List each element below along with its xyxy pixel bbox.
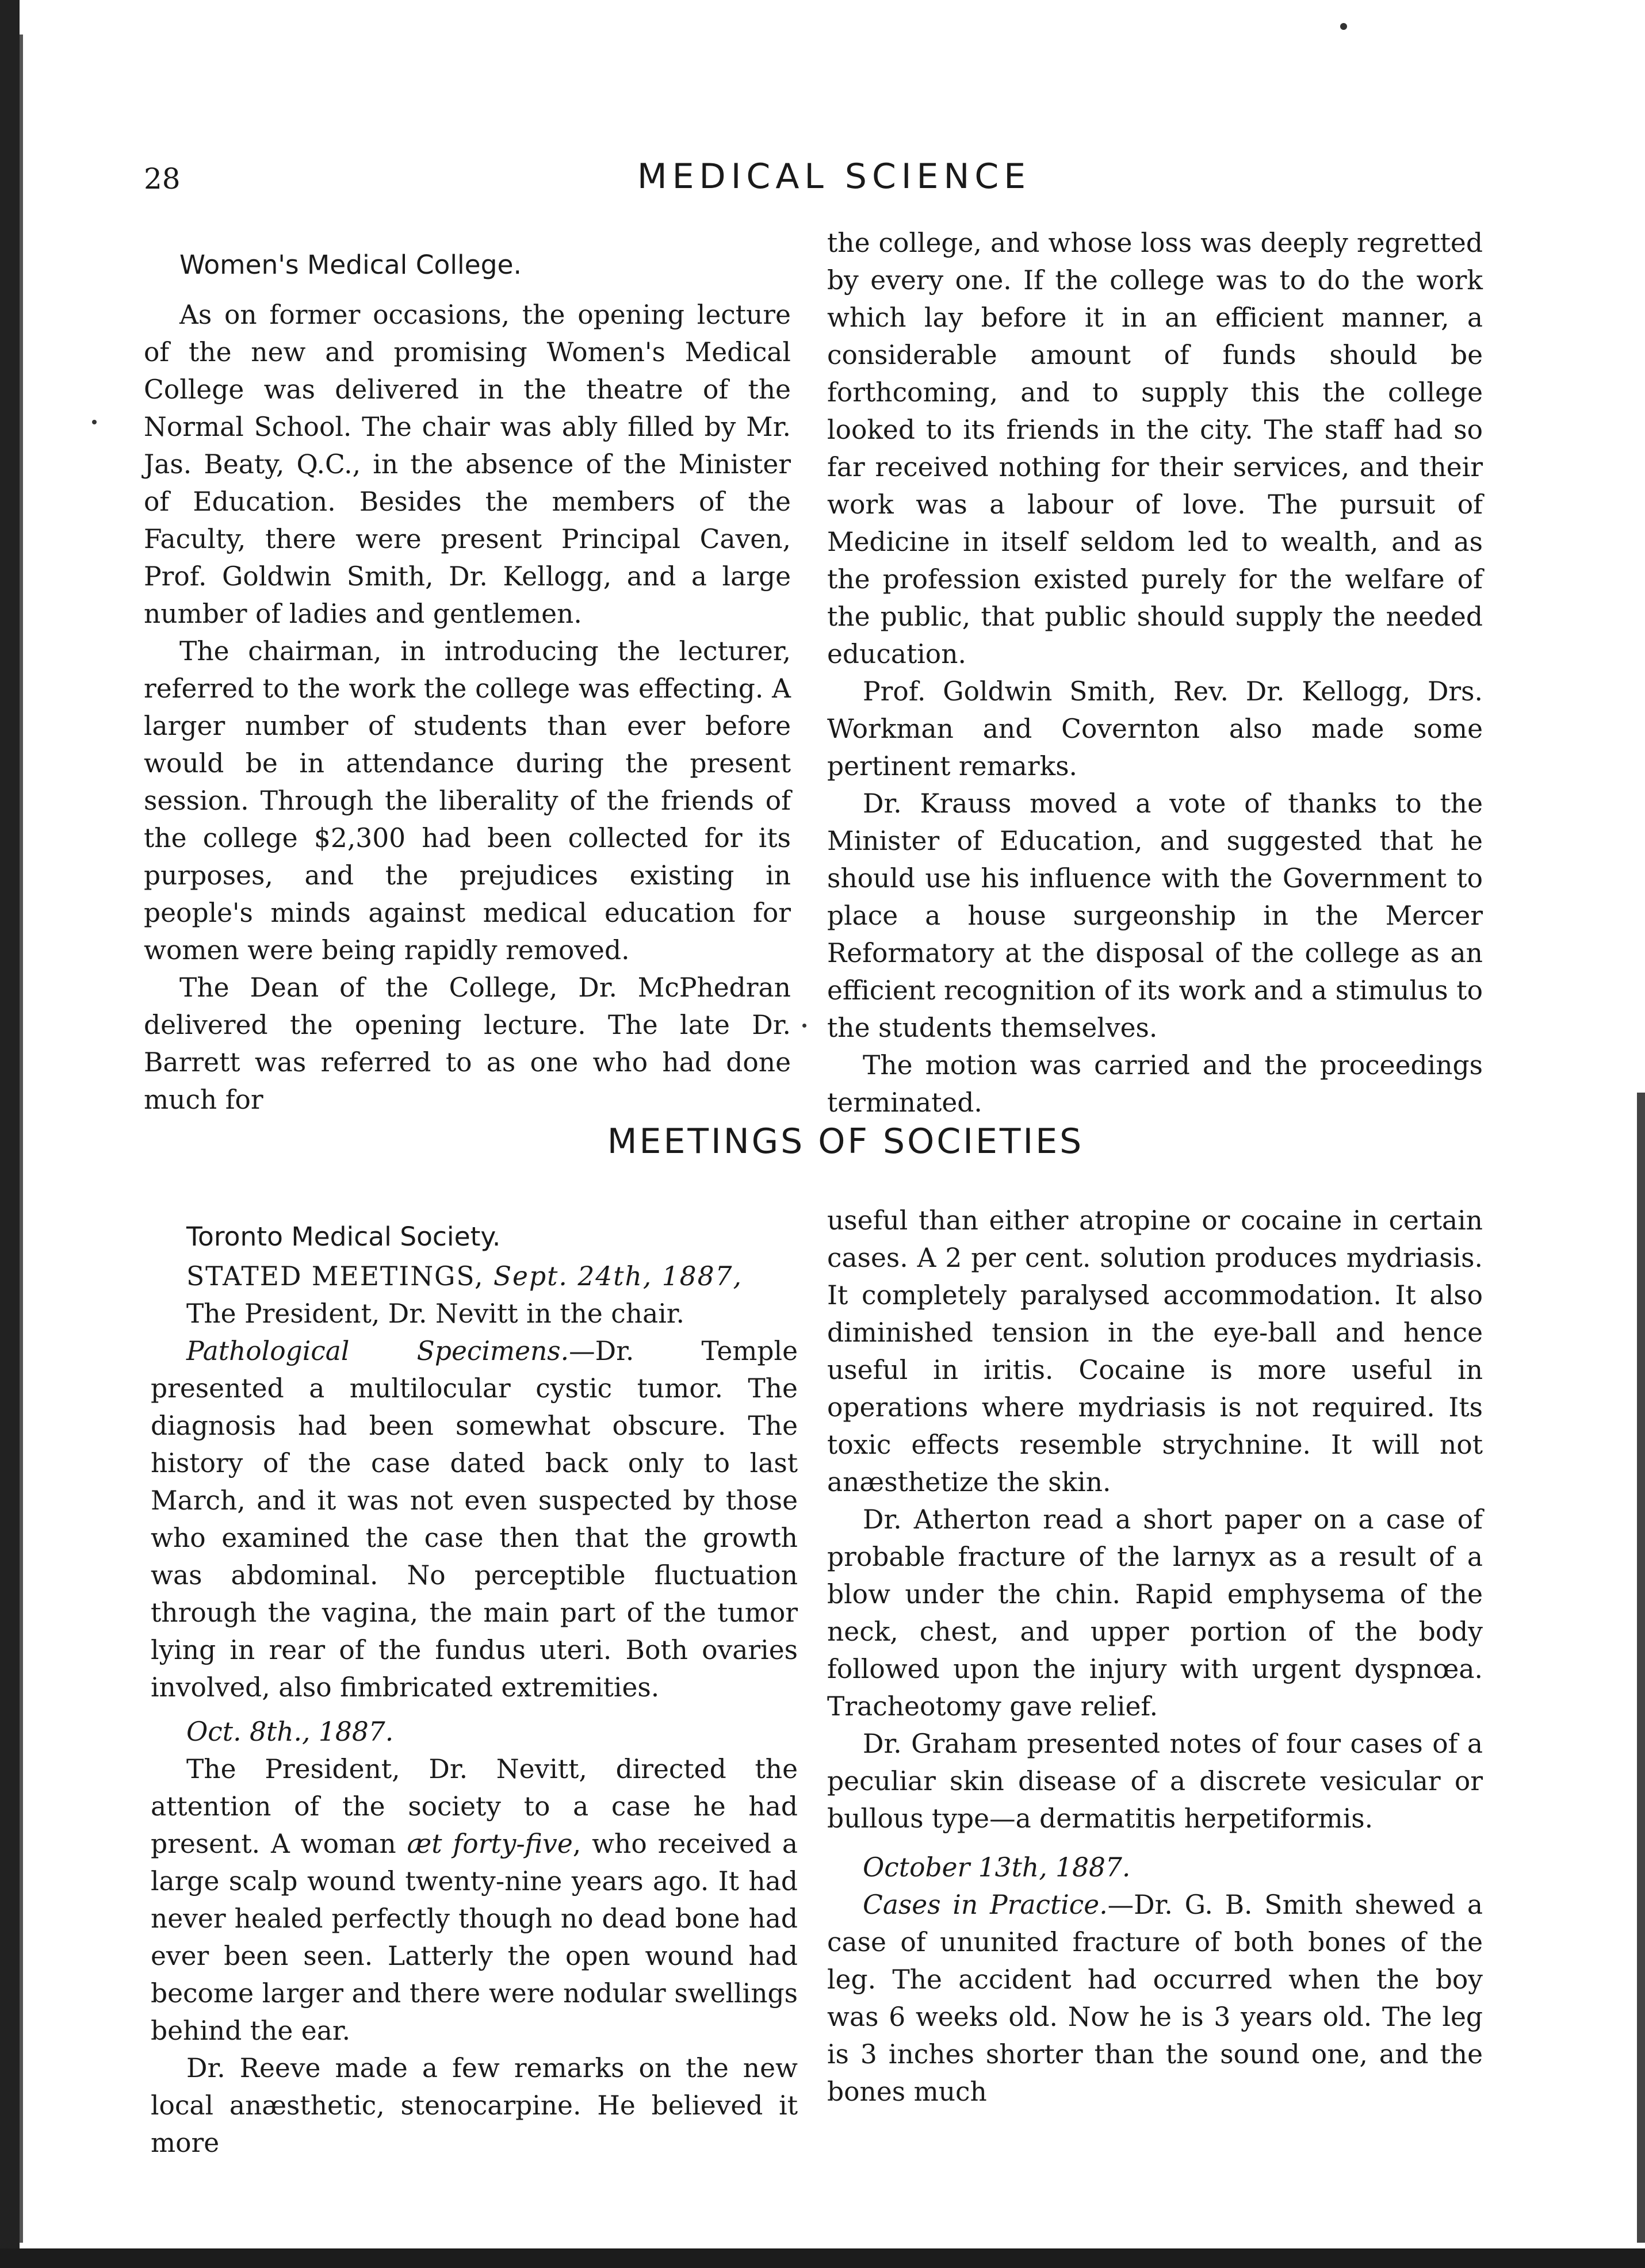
scan-edge-bottom — [0, 2248, 1645, 2268]
stated-meetings-date: Sept. 24th, 1887, — [493, 1261, 743, 1292]
scan-edge-left — [0, 0, 20, 2268]
society-heading: Toronto Medical Society. — [186, 1221, 501, 1252]
stated-meetings-label: STATED MEETINGS, — [186, 1261, 484, 1292]
pathological-text: —Dr. Temple presented a multilocular cystic tumor. The diagnosis had been somewhat obscure. The history of the case dated back only to last March, and it was not even suspected by those who examined the case then that the growth was abdominal. No perceptible fluctuation through the vagina, the main part of the tumor lying in rear of the fundus uteri. Both ovaries involved, also fimbricated extremities. — [151, 1336, 798, 1703]
scan-speck — [1340, 23, 1347, 30]
top-left-column — [144, 246, 791, 1118]
article-heading: Women's Medical College. — [179, 250, 522, 280]
paragraph: The motion was carried and the proceedings terminated. — [827, 1050, 1483, 1118]
nevitt-text-b: , who received a large scalp wound twenty-nine years ago. It had never healed perfectly though no dead bone had ever been seen. Latterly the open wound had become larger and there were nodular swellings behind the ear. — [151, 1829, 798, 2046]
scan-speck — [92, 420, 97, 424]
paragraph: Dr. Atherton read a short paper on a case of probable fracture of the larnyx as a result of a blow under the chin. Rapid emphysema of the neck, chest, and upper portion of the body followed upon the injury with urgent dyspnœa. Tracheotomy gave relief. — [827, 1504, 1483, 1722]
paragraph: Dr. Krauss moved a vote of thanks to the Minister of Education, and suggested that he should use his influence with the Government to place a house surgeonship in the Mercer Reformatory at the disposal of the college as an efficient recognition of its work and a stimulus to the students themselves. — [827, 788, 1483, 1043]
bottom-right-column — [827, 1202, 1483, 2110]
nevitt-text-a: The President, Dr. Nevitt, directed the attention of the society to a case he had present. A woman — [151, 1754, 798, 1859]
scan-edge-left-inner — [20, 35, 23, 2243]
bottom-left-column — [151, 1218, 798, 2162]
paragraph: Prof. Goldwin Smith, Rev. Dr. Kellogg, Drs. Workman and Covernton also made some pertinent remarks. — [827, 676, 1483, 781]
scan-speck — [802, 1024, 806, 1028]
cases-label: Cases in Practice. — [863, 1890, 1108, 1920]
paragraph: Dr. Reeve made a few remarks on the new local anæsthetic, stenocarpine. He believed it more — [151, 2053, 798, 2158]
top-right-column — [827, 224, 1483, 1121]
stated-meetings-line — [151, 1258, 798, 1295]
nevitt-paragraph — [151, 1750, 798, 2049]
president-line: The President, Dr. Nevitt in the chair. — [186, 1298, 684, 1329]
paragraph: the college, and whose loss was deeply regretted by every one. If the college was to do the work which lay before it in an efficient manner, a considerable amount of funds should be forthcoming, and to supply this the college looked to its friends in the city. The staff had so far received nothing for their services, and their work was a labour of love. The pursuit of Medicine in itself seldom led to wealth, and as the profession existed purely for the welfare of the public, that public should supply the needed education. — [827, 228, 1483, 669]
paragraph: Dr. Graham presented notes of four cases of a peculiar skin disease of a discrete vesicular or bullous type—a dermatitis herpetiformis. — [827, 1729, 1483, 1834]
pathological-paragraph — [151, 1332, 798, 1706]
running-head: MEDICAL SCIENCE — [637, 156, 1031, 197]
paragraph: useful than either atropine or cocaine in certain cases. A 2 per cent. solution produces mydriasis. It completely paralysed accommodation. It also diminished tension in the eye-ball and hence useful in iritis. Cocaine is more useful in operations where mydriasis is not required. Its toxic effects resemble strychnine. It will not anæsthetize the skin. — [827, 1205, 1483, 1497]
nevitt-italic: æt forty-five — [407, 1829, 573, 1859]
page-number: 28 — [144, 162, 181, 196]
meeting-date: Oct. 8th., 1887. — [186, 1717, 394, 1747]
pathological-label: Pathological Specimens. — [186, 1336, 569, 1366]
paragraph: The chairman, in introducing the lecturer, referred to the work the college was effecting. A larger number of students than ever before would be in attendance during the present session. Through the liberality of the friends of the college $2,300 had been collected for its purposes, and the prejudices existing in people's minds against medical education for women were being rapidly removed. — [144, 636, 791, 966]
paragraph: As on former occasions, the opening lecture of the new and promising Women's Medical College was delivered in the theatre of the Normal School. The chair was ably filled by Mr. Jas. Beaty, Q.C., in the absence of the Minister of Education. Besides the members of the Faculty, there were present Principal Caven, Prof. Goldwin Smith, Dr. Kellogg, and a large number of ladies and gentlemen. — [144, 300, 791, 629]
cases-text: —Dr. G. B. Smith shewed a case of ununited fracture of both bones of the leg. The accident had occurred when the boy was 6 weeks old. Now he is 3 years old. The leg is 3 inches shorter than the sound one, and the bones much — [827, 1890, 1483, 2107]
cases-paragraph — [827, 1886, 1483, 2110]
section-title: MEETINGS OF SOCIETIES — [607, 1121, 1084, 1162]
paragraph: The Dean of the College, Dr. McPhedran delivered the opening lecture. The late Dr. Barrett was referred to as one who had done much for — [144, 972, 791, 1115]
meeting-date: October 13th, 1887. — [863, 1852, 1131, 1883]
scan-edge-right — [1637, 1093, 1645, 2243]
